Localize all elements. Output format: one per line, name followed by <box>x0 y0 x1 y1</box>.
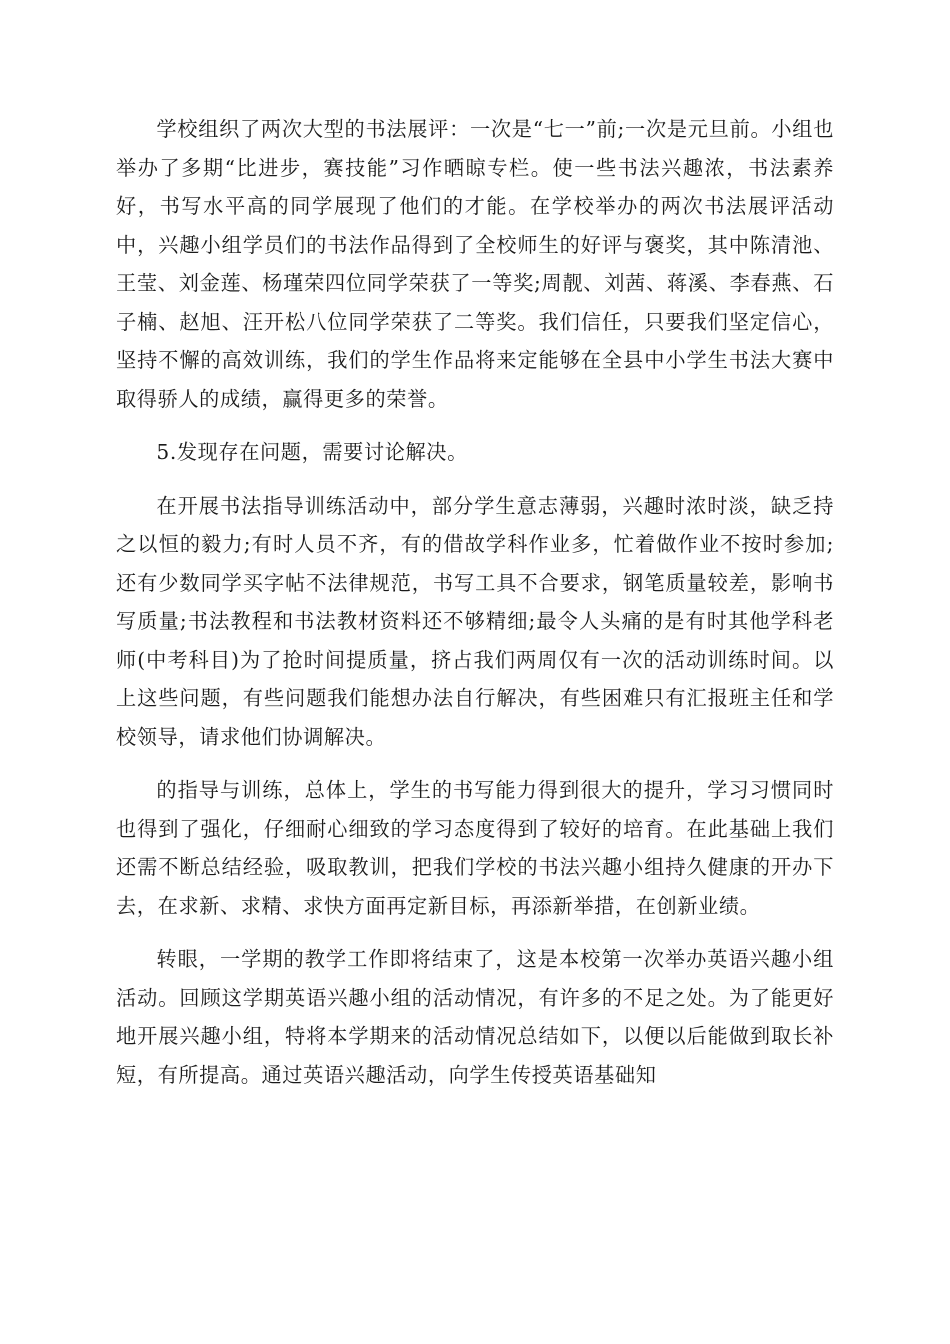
paragraph-problems: 在开展书法指导训练活动中，部分学生意志薄弱，兴趣时浓时淡，缺乏持之以恒的毅力;有时人员不齐，有的借故学科作业多，忙着做作业不按时参加;还有少数同学买字帖不法律规范，书写工具不合要求，钢笔质量较差，影响书写质量;书法教程和书法教材资料还不够精细;最令人头痛的是有时其他学科老师(中考科目)为了抢时间提质量，挤占我们两周仅有一次的活动训练时间。以上这些问题，有些问题我们能想办法自行解决，有些困难只有汇报班主任和学校领导，请求他们协调解决。 <box>116 493 834 749</box>
paragraph-section-heading-problems: 5.发现存在问题，需要讨论解决。 <box>156 440 468 464</box>
document-page <box>116 110 834 1094</box>
paragraph-calligraphy-awards: 学校组织了两次大型的书法展评：一次是“七一”前;一次是元旦前。小组也举办了多期“比进步，赛技能”习作晒晾专栏。使一些书法兴趣浓，书法素养好，书写水平高的同学展现了他们的才能。在学校举办的两次书法展评活动中，兴趣小组学员们的书法作品得到了全校师生的好评与褒奖，其中陈清池、王莹、刘金莲、杨瑾荣四位同学荣获了一等奖;周靓、刘茜、蒋溪、李春燕、石子楠、赵旭、汪开松八位同学荣获了二等奖。我们信任，只要我们坚定信心，坚持不懈的高效训练，我们的学生作品将来定能够在全县中小学生书法大赛中取得骄人的成绩，赢得更多的荣誉。 <box>116 117 834 411</box>
paragraph-summary: 的指导与训练，总体上，学生的书写能力得到很大的提升，学习习惯同时也得到了强化，仔细耐心细致的学习态度得到了较好的培育。在此基础上我们还需不断总结经验，吸取教训，把我们学校的书法兴趣小组持久健康的开办下去，在求新、求精、求快方面再定新目标，再添新举措，在创新业绩。 <box>116 778 834 918</box>
paragraph-english-group: 转眼，一学期的教学工作即将结束了，这是本校第一次举办英语兴趣小组活动。回顾这学期英语兴趣小组的活动情况，有许多的不足之处。为了能更好地开展兴趣小组，特将本学期来的活动情况总结如下，以便以后能做到取长补短，有所提高。通过英语兴趣活动，向学生传授英语基础知 <box>116 947 834 1087</box>
